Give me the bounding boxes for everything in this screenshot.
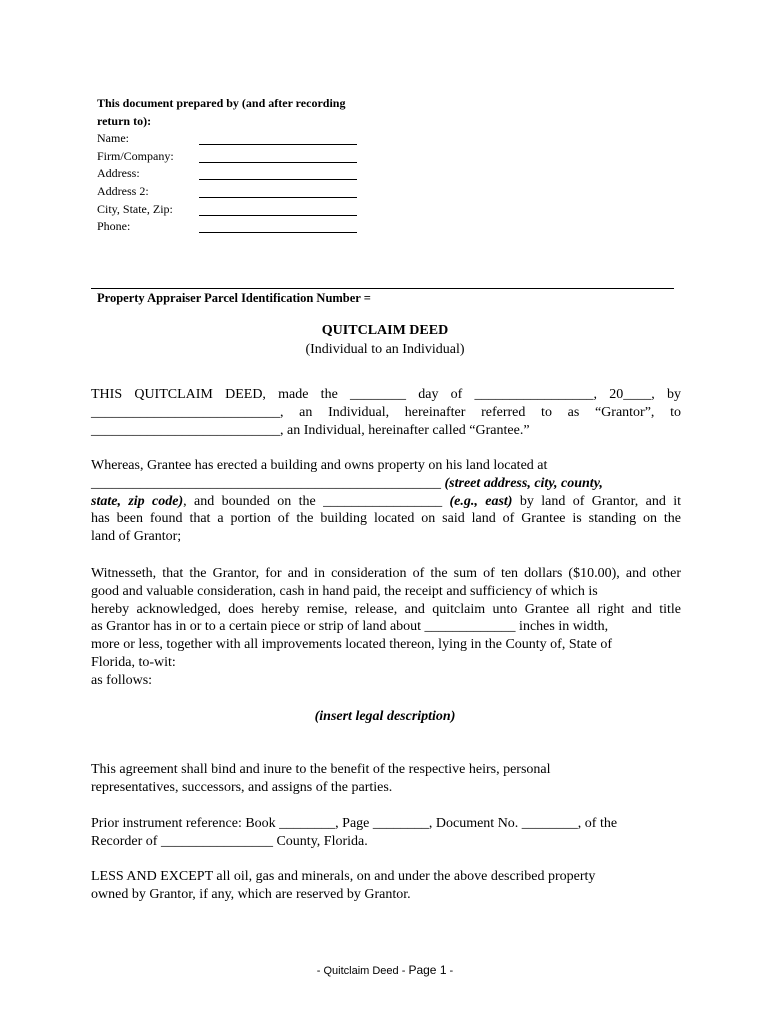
intro-paragraph: [91, 386, 681, 439]
witnesseth-line: Florida, to-wit:: [91, 654, 176, 670]
city-state-zip-label: City, State, Zip:: [97, 201, 173, 216]
document-title: QUITCLAIM DEED: [321, 323, 449, 338]
firm-company-blank-line[interactable]: [199, 162, 357, 163]
intro-line: ___________________________, an Individual, hereinafter referred to as “Grantor”, to: [91, 404, 681, 420]
intro-line: ___________________________, an Individual, hereinafter called “Grantee.”: [91, 422, 530, 438]
witnesseth-line: as Grantor has in or to a certain piece or strip of land about _____________ inches in width,: [91, 619, 609, 635]
address-2-blank-line[interactable]: [199, 197, 357, 198]
prepared-by-block: [97, 95, 367, 236]
whereas-line: Whereas, Grantee has erected a building and owns property on his land located at: [91, 458, 548, 473]
bounded-end: by land of Grantor, and it: [512, 493, 682, 509]
agreement-line: representatives, successors, and assigns of the parties.: [91, 779, 393, 795]
name-field[interactable]: [97, 130, 367, 148]
whereas-line: has been found that a portion of the building located on said land of Grantee is standing on the: [91, 511, 681, 527]
phone-field[interactable]: [97, 218, 367, 236]
address-blank-line[interactable]: [199, 179, 357, 180]
address-field[interactable]: [97, 165, 367, 183]
whereas-line: [91, 475, 681, 493]
prior-instrument-line: Recorder of ________________ County, Florida.: [91, 833, 368, 849]
address-hint: (street address, city, county,: [441, 475, 603, 491]
city-state-zip-field[interactable]: [97, 201, 367, 219]
zip-hint: state, zip code): [91, 493, 184, 509]
less-except-line: owned by Grantor, if any, which are reserved by Grantor.: [91, 886, 411, 902]
firm-company-field[interactable]: [97, 148, 367, 166]
legal-description-placeholder: (insert legal description): [314, 709, 456, 724]
name-blank-line[interactable]: [199, 144, 357, 145]
whereas-line: [91, 493, 681, 511]
parcel-id-label: Property Appraiser Parcel Identification Number =: [97, 291, 371, 305]
page-number: Page 1: [408, 963, 447, 977]
address-2-label: Address 2:: [97, 183, 149, 198]
horizontal-rule: [91, 288, 674, 289]
witnesseth-paragraph: [91, 565, 681, 690]
address-label: Address:: [97, 166, 140, 181]
prepared-by-heading: This document prepared by (and after recording: [97, 96, 346, 110]
firm-company-label: Firm/Company:: [97, 148, 174, 163]
direction-hint: (e.g., east): [449, 493, 513, 509]
intro-line: THIS QUITCLAIM DEED, made the ________ day of _________________, 20____, by: [91, 387, 681, 402]
prepared-by-heading-cont: return to):: [97, 113, 152, 128]
phone-blank-line[interactable]: [199, 232, 357, 233]
bounded-text: , and bounded on the _________________: [183, 493, 450, 509]
witnesseth-line: hereby acknowledged, does hereby remise, release, and quitclaim unto Grantee all right and title: [91, 601, 681, 617]
whereas-paragraph: [91, 457, 681, 546]
document-subtitle: (Individual to an Individual): [305, 342, 465, 357]
whereas-line: land of Grantor;: [91, 529, 182, 545]
witnesseth-line: more or less, together with all improvements located thereon, lying in the County of, State of: [91, 637, 612, 653]
less-except-paragraph: [91, 868, 681, 904]
page-footer: [0, 963, 770, 977]
name-label: Name:: [97, 131, 129, 146]
prior-instrument-line: Prior instrument reference: Book ________, Page ________, Document No. ________, of the: [91, 816, 618, 831]
agreement-line: This agreement shall bind and inure to the benefit of the respective heirs, personal: [91, 762, 551, 777]
prior-instrument-paragraph: [91, 815, 681, 851]
witnesseth-line: Witnesseth, that the Grantor, for and in consideration of the sum of ten dollars ($10.00), and other: [91, 566, 681, 581]
city-state-zip-blank-line[interactable]: [199, 215, 357, 216]
less-except-line: LESS AND EXCEPT all oil, gas and minerals, on and under the above described property: [91, 869, 596, 884]
agreement-paragraph: [91, 761, 681, 797]
address-blank: __________________________________________________: [91, 475, 441, 491]
footer-end: -: [446, 965, 454, 977]
phone-label: Phone:: [97, 219, 131, 234]
witnesseth-line: good and valuable consideration, cash in hand paid, the receipt and sufficiency of which is: [91, 583, 598, 599]
witnesseth-line: as follows:: [91, 672, 153, 688]
footer-doc-name: - Quitclaim Deed -: [316, 965, 409, 977]
address-2-field[interactable]: [97, 183, 367, 201]
